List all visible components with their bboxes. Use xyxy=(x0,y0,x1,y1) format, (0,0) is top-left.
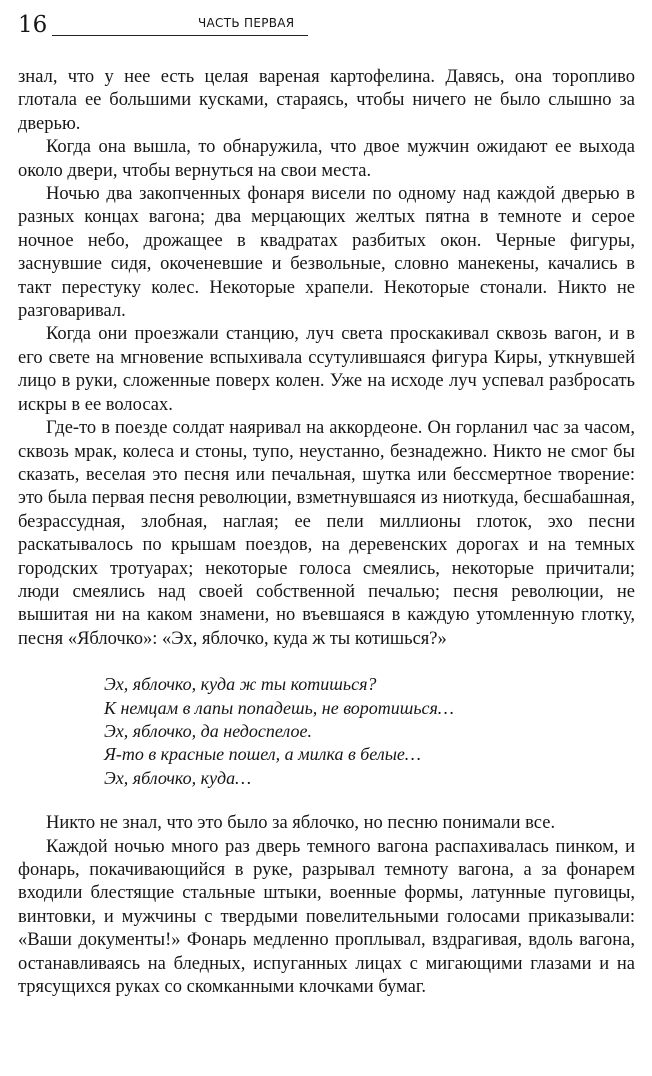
header-rule xyxy=(52,35,308,36)
verse-line: Эх, яблочко, да недоспелое. xyxy=(104,720,312,741)
song-verse xyxy=(104,673,635,790)
paragraph: Когда они проезжали станцию, луч света проскакивал сквозь вагон, и в его свете на мгновение вспыхивала ссутулившаяся фигура Киры, уткнувшей лицо в руки, сложенные поверх колен. Уже на исходе луч успевал разбросать искры в ее волосах. xyxy=(18,324,635,415)
page-header xyxy=(18,10,318,40)
verse-line: К немцам в лапы попадешь, не воротишься… xyxy=(104,697,454,718)
paragraph: Ночью два закопченных фонаря висели по одному над каждой дверью в разных концах вагона; два мерцающих желтых пятна в темноте и серое ночное небо, дрожащее в квадратах разбитых окон. Черные фигуры, заснувшие сидя, окоченевшие и безвольные, словно манекены, качались в такт перестуку колес. Некоторые храпели. Некоторые стонали. Никто не разговаривал. xyxy=(18,184,635,322)
paragraph-continued: знал, что у нее есть целая вареная картофелина. Давясь, она торопливо глотала ее большими кусками, стараясь, чтобы ничего не было слышно за дверью. xyxy=(18,67,635,134)
body-text xyxy=(18,66,635,999)
paragraph: Когда она вышла, то обнаружила, что двое мужчин ожидают ее выхода около двери, чтобы вернуться на свои места. xyxy=(18,137,635,181)
page-number: 16 xyxy=(18,12,48,38)
verse-line: Я-то в красные пошел, а милка в белые… xyxy=(104,744,421,765)
paragraph: Каждой ночью много раз дверь темного вагона распахивалась пинком, и фонарь, покачивающийся в руке, разрывал темноту вагона, а за фонарем входили блестящие стальные штыки, военные формы, латунные пуговицы, винтовки, и мужчины с твердыми повелительными голосами приказывали: «Ваши документы!» Фонарь медленно проплывал, вздрагивая, вдоль вагона, останавливаясь на бледных, испуганных лицах с мигающими глазами и на трясущихся руках со скомканными клочками бумаг. xyxy=(18,836,635,998)
paragraph: Где-то в поезде солдат наяривал на аккордеоне. Он горланил час за часом, сквозь мрак, колеса и стоны, тупо, неустанно, безнадежно. Никто не смог бы сказать, веселая это песня или печальная, шутка или бессмертное творение: это была первая песня революции, взметнувшаяся из ниоткуда, бесшабашная, безрассудная, злобная, наглая; ее пели миллионы глоток, эхо песни раскатывалось по крышам поездов, на деревенских дорогах и на темных городских тротуарах; некоторые голоса смеялись, некоторые причитали; люди смеялись над своей собственной печалью; песня революции, не вышитая ни на каком знамени, но въевшаяся в каждую утомленную глотку, песня «Яблочко»: «Эх, яблочко, куда ж ты котишься?» xyxy=(18,418,635,649)
verse-line: Эх, яблочко, куда… xyxy=(104,767,252,788)
verse-line: Эх, яблочко, куда ж ты котишься? xyxy=(104,674,377,695)
paragraph: Никто не знал, что это было за яблочко, но песню понимали все. xyxy=(46,813,556,834)
running-title: ЧАСТЬ ПЕРВАЯ xyxy=(198,16,295,30)
